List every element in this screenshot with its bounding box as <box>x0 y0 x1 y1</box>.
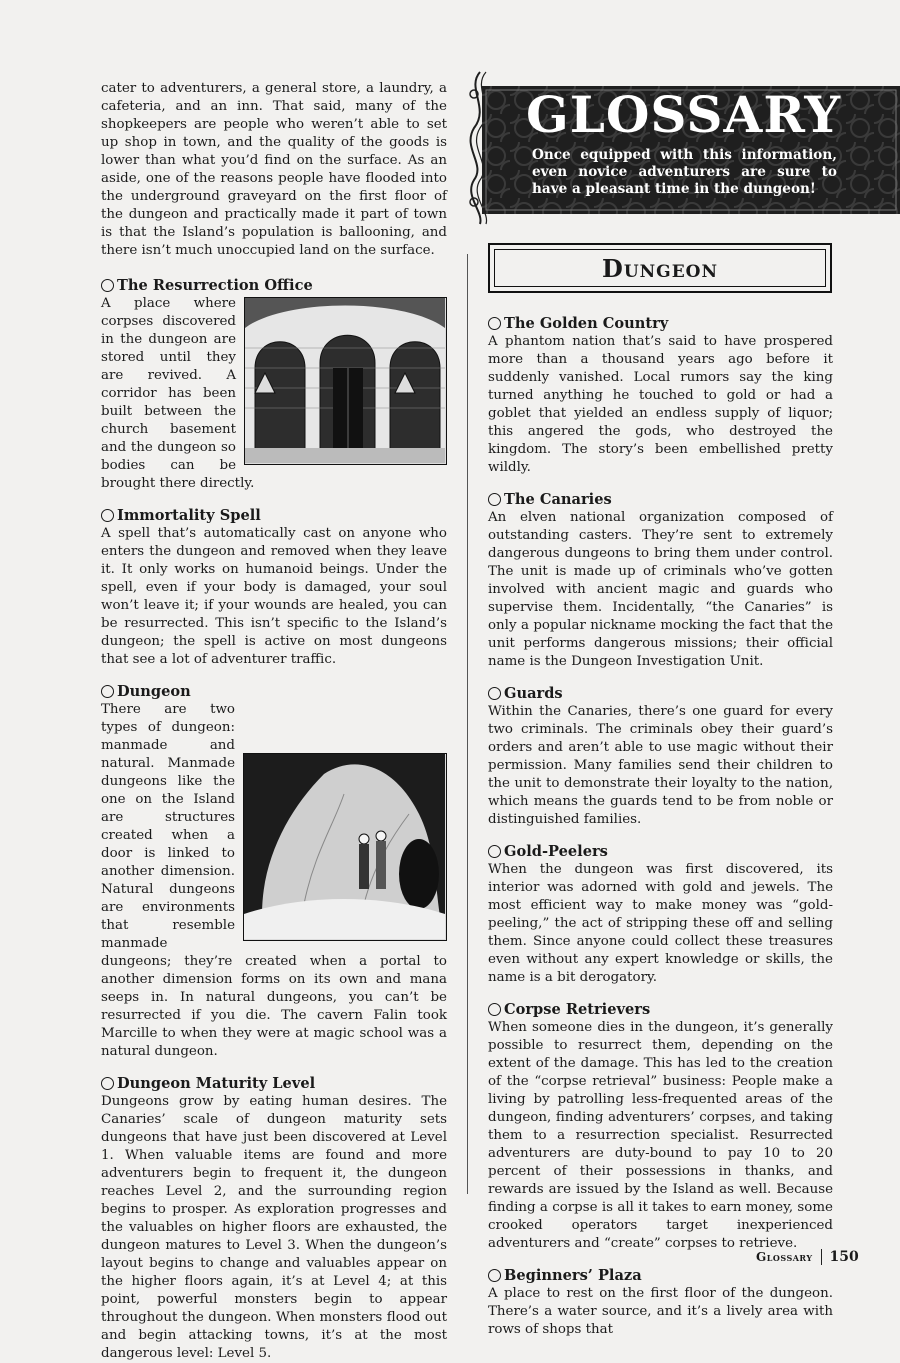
entry-title <box>488 314 833 333</box>
entry-title <box>488 684 833 703</box>
entry-title-text: Guards <box>504 685 563 702</box>
glossary-entry <box>101 1074 447 1363</box>
entry-title <box>101 682 447 701</box>
glossary-entry <box>488 314 833 477</box>
entry-text: Within the Canaries, there’s one guard for every two criminals. The criminals obey their guard’s orders and aren’t able to use magic without their permission. Many families send their children to the unit to demonstrate their loyalty to the nation, which means the guards tend to be from noble or distinguished families. <box>488 704 833 827</box>
circle-bullet-icon <box>488 845 501 858</box>
glossary-entry <box>488 490 833 671</box>
entry-title <box>101 276 447 295</box>
entry-title-text: Dungeon <box>117 683 191 700</box>
entry-title <box>488 1266 833 1285</box>
entry-text: Dungeons grow by eating human desires. The Canaries’ scale of dungeon maturity sets dungeons that have just been discovered at Level 1. When valuable items are found and more adventurers begin to frequent it, the dungeon reaches Level 2, and the surrounding region begins to prosper. As exploration progresses and the valuables on higher floors are exhausted, the dungeon matures to Level 3. When the dungeon’s layout begins to change and valuables appear on the higher floors again, it’s at Level 4; at this point, powerful monsters begin to appear throughout the dungeon. When monsters flood out and begin attacking towns, it’s at the most dangerous level: Level 5. <box>101 1094 447 1361</box>
circle-bullet-icon <box>488 687 501 700</box>
crypt-arches-drawing <box>245 298 445 463</box>
left-column <box>101 80 447 1363</box>
entry-text: A place where corpses discovered in the dungeon are stored until they are revived. A corridor has been built between the church basement and the dungeon so bodies can be brought there directly. <box>101 296 255 491</box>
glossary-banner <box>462 68 900 228</box>
entry-title-text: Immortality Spell <box>117 507 261 524</box>
circle-bullet-icon <box>101 1077 114 1090</box>
footer-separator <box>821 1249 822 1265</box>
entry-title-text: Gold-Peelers <box>504 843 608 860</box>
entry-text: There are two types of dungeon: manmade and natural. Manmade dungeons like the one on the Island are structures created when a door is linked to another dimension. Natural dungeons are environments that resemble manmade dungeons; they’re created when a portal to another dimension forms on its own and mana seeps in. In natural dungeons, you can’t be resurrected if you die. The cavern Falin took Marcille to when they were at magic school was a natural dungeon. <box>101 702 447 1059</box>
section-heading: Dungeon <box>494 249 826 287</box>
circle-bullet-icon <box>488 1269 501 1282</box>
glossary-entry <box>101 276 447 493</box>
intro-paragraph: cater to adventurers, a general store, a laundry, a cafeteria, and an inn. That said, many of the shopkeepers are people who weren’t able to set up shop in town, and the quality of the goods is lower than what you’d find on the surface. As an aside, one of the reasons people have flooded into the underground graveyard on the first floor of the dungeon and practically made it part of town is that the Island’s population is ballooning, and there isn’t much unoccupied land on the surface. <box>101 81 447 258</box>
entry-text: A spell that’s automatically cast on anyone who enters the dungeon and removed when they leave it. It only works on humanoid beings. Under the spell, even if your body is damaged, your soul won’t leave it; if your wounds are healed, you can be resurrected. This isn’t specific to the Island’s dungeon; the spell is active on most dungeons that see a lot of adventurer traffic. <box>101 526 447 667</box>
circle-bullet-icon <box>101 685 114 698</box>
entry-text: A place to rest on the first floor of the dungeon. There’s a water source, and it’s a lively area with rows of shops that <box>488 1286 833 1337</box>
entry-title <box>101 1074 447 1093</box>
glossary-entry <box>488 1266 833 1339</box>
resurrection-office-illustration <box>244 297 447 465</box>
entry-title-text: The Resurrection Office <box>117 277 313 294</box>
entry-text: When the dungeon was first discovered, its interior was adorned with gold and jewels. The most efficient way to make money was “gold-peeling,” the act of stripping these off and selling them. Since anyone could collect these treasures even without any expert knowledge or skills, the name is a bit derogatory. <box>488 862 833 985</box>
entry-text: When someone dies in the dungeon, it’s generally possible to resurrect them, depending on the extent of the damage. This has led to the creation of the “corpse retrieval” business: People make a living by patrolling less-frequented areas of the dungeon, finding adventurers’ corpses, and taking them to a resurrection specialist. Resurrected adventurers are duty-bound to pay 10 to 20 percent of their possessions in thanks, and rewards are issued by the Island as well. Because finding a corpse is all it takes to earn money, some crooked operators target inexperienced adventurers and “create” corpses to retrieve. <box>488 1020 833 1251</box>
entry-title <box>488 842 833 861</box>
entry-title-text: The Golden Country <box>504 315 669 332</box>
glossary-entry <box>488 842 833 987</box>
cavern-drawing <box>244 754 445 939</box>
column-divider <box>467 254 468 1194</box>
entry-text: An elven national organization composed of outstanding casters. They’re sent to extremely dangerous dungeons to bring them under control. The unit is made up of criminals who’ve gotten involved with ancient magic and guards who supervise them. Incidentally, “the Canaries” is only a popular nickname mocking the fact that the unit performs dangerous missions; their official name is the Dungeon Investigation Unit. <box>488 510 833 669</box>
entry-title <box>488 1000 833 1019</box>
glossary-entry <box>488 684 833 829</box>
circle-bullet-icon <box>488 1003 501 1016</box>
page-footer <box>756 1249 859 1265</box>
section-heading-box <box>488 243 832 293</box>
circle-bullet-icon <box>488 493 501 506</box>
entry-text: A phantom nation that’s said to have prospered more than a thousand years ago before it suddenly vanished. Local rumors say the king turned anything he touched to gold or had a goblet that yielded an endless supply of liquor; this angered the gods, who destroyed the kingdom. The story’s been embellished pretty wildly. <box>488 334 833 475</box>
entry-title <box>101 506 447 525</box>
glossary-entry <box>101 506 447 669</box>
entry-title-text: Dungeon Maturity Level <box>117 1075 316 1092</box>
entry-title-text: The Canaries <box>504 491 612 508</box>
cavern-illustration <box>243 753 447 941</box>
banner-subtitle: Once equipped with this information, even novice adventurers are sure to have a pleasant time in the dungeon! <box>532 147 837 197</box>
banner-title: GLOSSARY <box>526 85 842 144</box>
circle-bullet-icon <box>101 509 114 522</box>
page-number: 150 <box>829 1249 859 1265</box>
footer-label: Glossary <box>756 1250 813 1264</box>
entry-title-text: Beginners’ Plaza <box>504 1267 642 1284</box>
circle-bullet-icon <box>101 279 114 292</box>
glossary-entry <box>101 682 447 1061</box>
glossary-entry <box>488 1000 833 1253</box>
right-column <box>488 314 833 1339</box>
entry-title-text: Corpse Retrievers <box>504 1001 651 1018</box>
entry-title <box>488 490 833 509</box>
circle-bullet-icon <box>488 317 501 330</box>
